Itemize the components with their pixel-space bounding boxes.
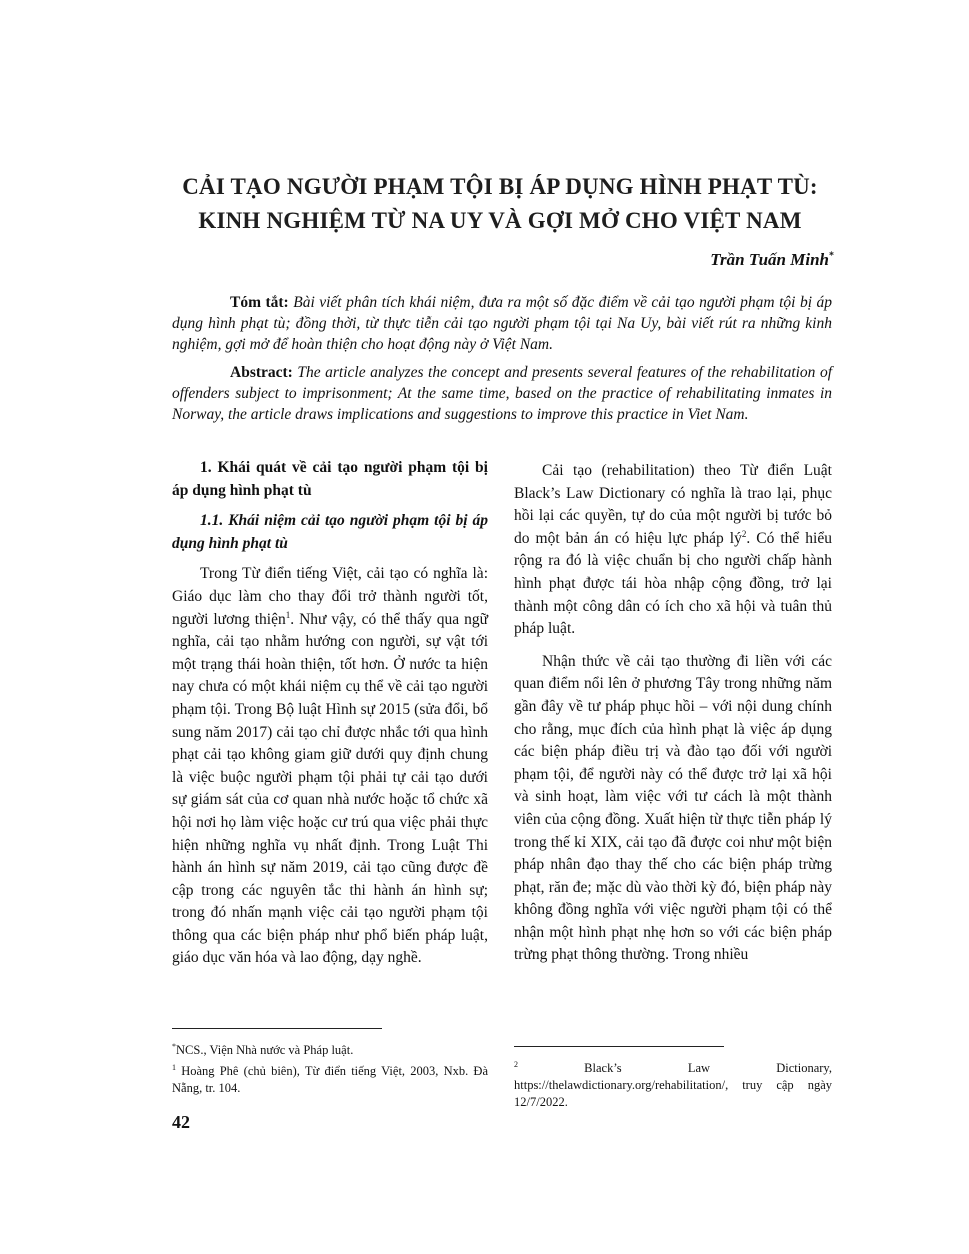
footnotes-left bbox=[172, 1038, 488, 1097]
footnotes-right bbox=[514, 1056, 832, 1111]
left-para1-text-a: Trong Từ điển tiếng Việt, cải tạo có nghĩa là: Giáo dục làm cho thay đổi trở thành người tốt, người lương thiện bbox=[172, 565, 488, 628]
right-paragraph-1 bbox=[514, 460, 832, 641]
footnote-2 bbox=[514, 1056, 832, 1111]
right-column bbox=[514, 460, 832, 977]
footnote-ref-1: 1 bbox=[285, 609, 291, 620]
footnote-ref-2: 2 bbox=[741, 528, 747, 539]
footnote-star-text: NCS., Viện Nhà nước và Pháp luật. bbox=[176, 1043, 354, 1058]
title-line-2: KINH NGHIỆM TỪ NA UY VÀ GỢI MỞ CHO VIỆT NAM bbox=[198, 208, 802, 233]
footnote-1 bbox=[172, 1059, 488, 1097]
left-para1-text-b: . Như vậy, có thể thấy qua ngữ nghĩa, cải tạo nhằm hướng con người, sự vật tới một trạng thái hoàn thiện, tốt hơn. Ở nước ta hiện nay chưa có một khái niệm cụ thể về cải tạo người phạm tội. Trong Bộ luật Hình sự 2015 (sửa đổi, bổ sung năm 2017) cải tạo chỉ được nhắc tới qua hình phạt cải tạo không giam giữ dưới quy định chung là việc buộc người phạm tội phải tự cải tạo dưới sự giám sát của cơ quan nhà nước hoặc tổ chức xã hội nơi họ làm việc hoặc cư trú qua việc phải thực hiện những nghĩa vụ nhất định. Trong Luật Thi hành án hình sự năm 2019, cải tạo cũng được đề cập trong các nguyên tắc thi hành án hình sự; trong đó nhấn mạnh việc cải tạo người phạm tội thông qua các biện pháp như phổ biến pháp luật, giáo dục văn hóa và lao động, dạy nghề. bbox=[172, 610, 488, 967]
abstract-en-text: The article analyzes the concept and presents several features of the rehabilitation of offenders subject to imprisonment; At the same time, based on the practice of rehabilitating inmates in Norway, the article draws implications and suggestions to improve this practice in Viet Nam. bbox=[172, 364, 833, 423]
abstract-vi-text: Bài viết phân tích khái niệm, đưa ra một số đặc điểm về cải tạo người phạm tội bị áp dụng hình phạt tù; đồng thời, từ thực tiễn cải tạo người phạm tội tại Na Uy, bài viết rút ra những kinh nghiệm, gợi mở để hoàn thiện cho hoạt động này ở Việt Nam. bbox=[172, 294, 832, 353]
left-column bbox=[172, 457, 488, 980]
right-para1-text-a: Cải tạo (rehabilitation) theo Từ điển Luật Black’s Law Dictionary có nghĩa là trao lại, phục hồi lại các quyền, tự do của một người bị tước bỏ do một bản án có hiệu lực pháp lý bbox=[514, 462, 832, 547]
footnote-divider-left bbox=[172, 1028, 382, 1029]
abstract-vietnamese bbox=[172, 292, 832, 355]
title-line-1: CẢI TẠO NGƯỜI PHẠM TỘI BỊ ÁP DỤNG HÌNH PHẠT TÙ: bbox=[182, 174, 818, 199]
right-para1-text-b: . Có thể hiểu rộng ra đó là việc chuẩn bị cho người chấp hành hình phạt được tái hòa nhập cộng đồng, trở lại thành một công dân có ích cho xã hội và tuân thủ pháp luật. bbox=[514, 529, 832, 638]
footnote-divider-right bbox=[514, 1046, 724, 1047]
footnote-2-text: Black’s Law Dictionary, https://thelawdictionary.org/rehabilitation/, truy cập ngày 12/7/2022. bbox=[514, 1061, 832, 1110]
footnote-star-mark: * bbox=[172, 1042, 176, 1051]
footnote-1-text: Hoàng Phê (chủ biên), Từ điển tiếng Việt, 2003, Nxb. Đà Nẵng, tr. 104. bbox=[172, 1064, 488, 1096]
article-title bbox=[150, 170, 850, 238]
section-heading: 1. Khái quát về cải tạo người phạm tội bị áp dụng hình phạt tù bbox=[172, 459, 488, 499]
footnote-1-mark: 1 bbox=[172, 1063, 176, 1073]
author-name: Trần Tuấn Minh bbox=[710, 250, 829, 269]
abstract-english bbox=[172, 362, 832, 425]
page-number: 42 bbox=[172, 1112, 190, 1132]
subsection-heading: 1.1. Khái niệm cải tạo người phạm tội bị áp dụng hình phạt tù bbox=[172, 512, 488, 552]
author-byline bbox=[710, 250, 834, 270]
left-paragraph-1 bbox=[172, 563, 488, 970]
footnote-author bbox=[172, 1038, 488, 1059]
footnote-2-mark: 2 bbox=[514, 1060, 518, 1069]
abstract-vi-label: Tóm tắt: bbox=[230, 294, 289, 311]
right-paragraph-2: Nhận thức về cải tạo thường đi liền với các quan điểm nổi lên ở phương Tây trong những năm gần đây về tư pháp phục hồi – với nội dung chính cho rằng, mục đích của hình phạt là việc áp dụng các biện pháp điều trị và đào tạo đối với người phạm tội, để người này có thể được trở lại xã hội và sinh hoạt, làm việc với tư cách là một thành viên của cộng đồng. Xuất hiện từ thực tiễn pháp lý trong thế kỉ XIX, cải tạo đã được coi như một biện pháp nhân đạo thay thế cho các biện pháp trừng phạt, răn đe; mặc dù vào thời kỳ đó, biện pháp này không đồng nghĩa với việc người phạm tội có thể nhận một hình phạt nhẹ hơn so với các biện pháp trừng phạt thông thường. Trong nhiều bbox=[514, 652, 832, 964]
abstract-en-label: Abstract: bbox=[230, 364, 293, 381]
author-footnote-mark: * bbox=[829, 250, 834, 262]
